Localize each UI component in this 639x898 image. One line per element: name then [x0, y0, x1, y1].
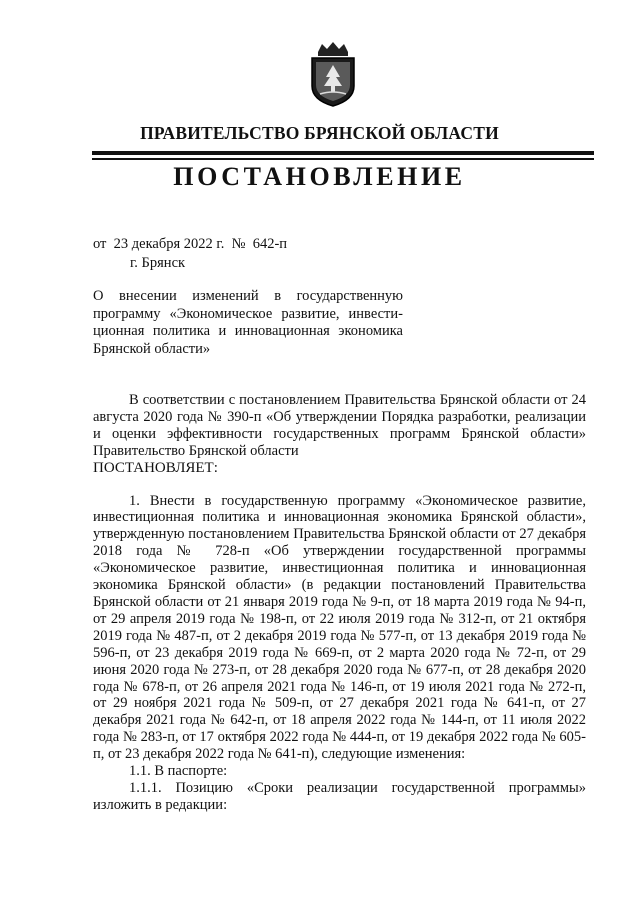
document-city: г. Брянск [130, 255, 186, 271]
document-date: 23 декабря 2022 г. [113, 236, 225, 252]
date-prefix: от [93, 236, 107, 252]
item-1-1-1-paragraph: 1.1.1. Позицию «Сроки реализации государственной программы» изложить в редакции: [93, 779, 586, 813]
header-rule-thin [92, 158, 594, 160]
document-number: 642-п [252, 236, 288, 252]
document-body [93, 392, 586, 814]
item-1-paragraph: 1. Внести в государственную программу «Экономическое развитие, инвестиционная политика и инновационная экономика Брянской области», утвержденную постановлением Правительства Брянской области от 27 декабря 2018 года № 728-п «Об утверждении государственной программы «Экономическое развитие, инвестиционная политика и инновационная экономика Брянской области» (в редакции постановлений Правительства Брянской области от 21 января 2019 года № 9-п, от 18 марта 2019 года № 94-п, от 29 апреля 2019 года № 198-п, от 22 июля 2019 года № 312-п, от 21 октября 2019 года № 487-п, от 2 декабря 2019 года № 577-п, от 13 декабря 2019 года № 596-п, от 23 декабря 2019 года № 669-п, от 2 марта 2020 года № 72-п, от 29 июня 2020 года № 273-п, от 28 декабря 2020 года № 677-п, от 28 декабря 2020 года № 678-п, от 26 апреля 2021 года № 146-п, от 19 июля 2021 года № 272-п, от 29 ноября 2021 года № 509-п, от 27 декабря 2021 года № 641-п, от 27 декабря 2021 года № 642-п, от 18 апреля 2022 года № 144-п, от 11 июля 2022 года № 283-п, от 17 октября 2022 года № 444-п, от 19 декабря 2022 года № 605-п, от 23 декабря 2022 года № 641-п), следующие изменения: [93, 492, 586, 763]
coat-of-arms-icon [306, 40, 360, 108]
header-rule-thick [92, 151, 594, 155]
organization-title: ПРАВИТЕЛЬСТВО БРЯНСКОЙ ОБЛАСТИ [140, 123, 499, 143]
item-1-1-paragraph: 1.1. В паспорте: [129, 763, 228, 780]
decree-word: ПОСТАНОВЛЯЕТ: [93, 459, 218, 476]
document-subject: О внесении изменений в государственную программу «Экономическое развитие, инвестиционная политика и инновационная экономика Брянской области» [93, 288, 403, 357]
date-line [93, 236, 287, 253]
document-type-title: ПОСТАНОВЛЕНИЕ [173, 162, 466, 191]
number-prefix: № [231, 236, 246, 252]
preamble-paragraph: В соответствии с постановлением Правительства Брянской области от 24 августа 2020 года № 390-п «Об утверждении Порядка разработки, реализации и оценки эффективности государственных программ Брянской области» Правительство Брянской области [93, 392, 586, 459]
